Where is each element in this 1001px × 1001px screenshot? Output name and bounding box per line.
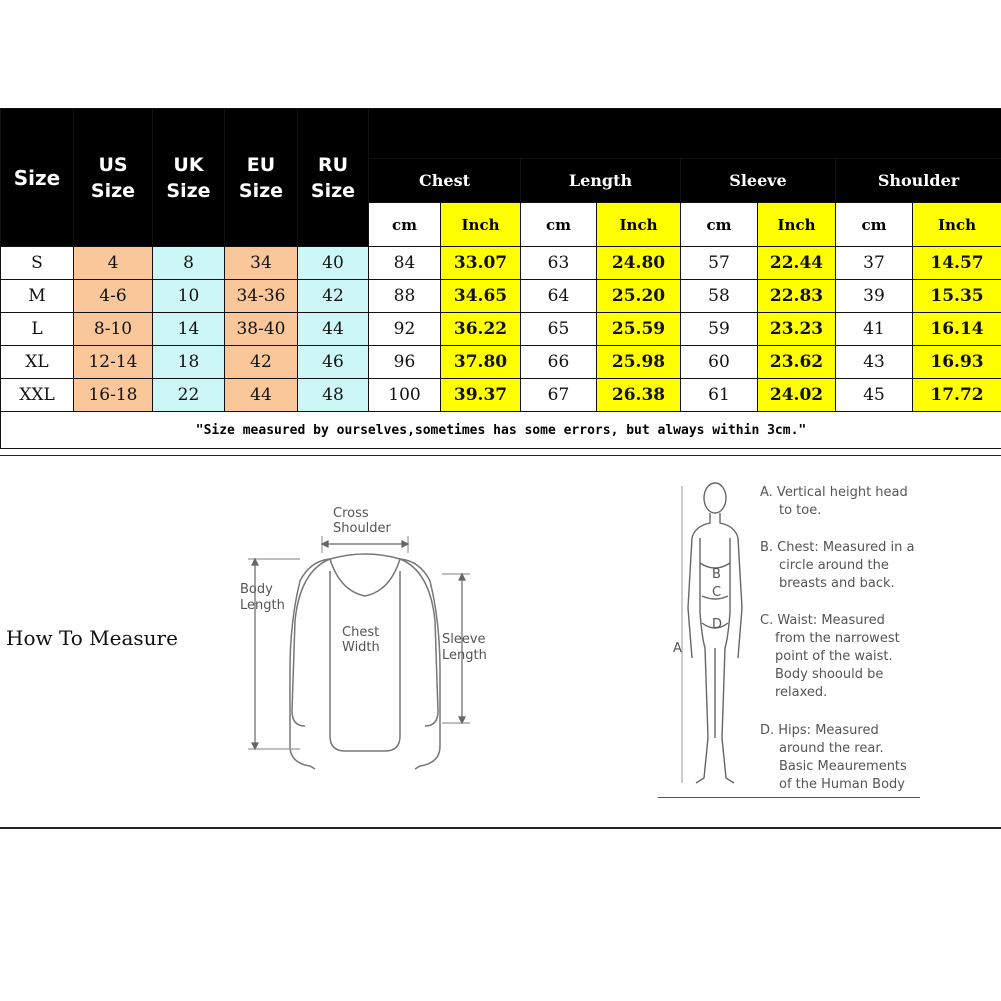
unit-cm: cm (521, 203, 597, 247)
cell-length-cm: 65 (521, 313, 597, 346)
cell-ru: 46 (298, 346, 369, 379)
cell-chest-cm: 92 (369, 313, 441, 346)
cell-shoulder-cm: 43 (836, 346, 913, 379)
label-width: Width (342, 640, 380, 655)
figure-baseline (658, 797, 920, 798)
cell-eu: 34-36 (225, 280, 298, 313)
note-d: D. Hips: Measured around the rear. Basic Meaurements of the Human Body (760, 723, 907, 792)
cell-ru: 48 (298, 379, 369, 412)
cell-sleeve-cm: 58 (681, 280, 758, 313)
header-chest: Chest (369, 159, 521, 203)
label-shoulder: Shoulder (333, 521, 391, 536)
unit-cm: cm (681, 203, 758, 247)
cell-us: 16-18 (74, 379, 153, 412)
cell-ru: 44 (298, 313, 369, 346)
label-sleeve-length: Length (442, 648, 487, 663)
size-chart-table (0, 108, 1001, 449)
header-length: Length (521, 159, 681, 203)
cell-chest-inch: 37.80 (441, 346, 521, 379)
torso (688, 513, 742, 783)
label-chest: Chest (342, 625, 380, 640)
cell-shoulder-cm: 39 (836, 280, 913, 313)
cell-sleeve-inch: 23.23 (758, 313, 836, 346)
cell-chest-inch: 39.37 (441, 379, 521, 412)
cell-length-inch: 24.80 (597, 247, 681, 280)
cell-length-inch: 26.38 (597, 379, 681, 412)
header-sleeve: Sleeve (681, 159, 836, 203)
note-a: A. Vertical height head to toe. (760, 485, 908, 518)
cell-sleeve-cm: 57 (681, 247, 758, 280)
cell-us: 4 (74, 247, 153, 280)
cell-uk: 10 (153, 280, 225, 313)
unit-inch: Inch (441, 203, 521, 247)
header-us-size: US Size (74, 109, 153, 247)
label-cross: Cross (333, 506, 369, 521)
cell-uk: 22 (153, 379, 225, 412)
table-row (1, 247, 1001, 280)
cell-sleeve-inch: 23.62 (758, 346, 836, 379)
cell-chest-inch: 34.65 (441, 280, 521, 313)
cell-shoulder-inch: 16.93 (913, 346, 1001, 379)
unit-inch: Inch (758, 203, 836, 247)
label-body-length: Length (240, 598, 285, 613)
cell-sleeve-inch: 24.02 (758, 379, 836, 412)
cell-size: S (1, 247, 74, 280)
cell-ru: 40 (298, 247, 369, 280)
unit-inch: Inch (597, 203, 681, 247)
cell-length-cm: 63 (521, 247, 597, 280)
table-row (1, 346, 1001, 379)
cell-length-cm: 66 (521, 346, 597, 379)
letter-b: B (712, 567, 721, 582)
cell-sleeve-cm: 59 (681, 313, 758, 346)
cell-sleeve-cm: 60 (681, 346, 758, 379)
cell-shoulder-cm: 45 (836, 379, 913, 412)
label-body: Body (240, 582, 273, 597)
cell-us: 8-10 (74, 313, 153, 346)
cell-length-inch: 25.98 (597, 346, 681, 379)
cell-uk: 18 (153, 346, 225, 379)
unit-inch: Inch (913, 203, 1001, 247)
sweater-outline (290, 559, 440, 769)
label-sleeve: Sleeve (442, 632, 486, 647)
cell-size: XL (1, 346, 74, 379)
measurement-note: "Size measured by ourselves,sometimes has some errors, but always within 3cm." (1, 412, 1001, 449)
cell-length-cm: 64 (521, 280, 597, 313)
sweater-sketch (230, 501, 500, 786)
letter-a: A (673, 641, 682, 656)
header-banner (369, 109, 1001, 159)
cell-sleeve-cm: 61 (681, 379, 758, 412)
note-b: B. Chest: Measured in a circle around the breasts and back. (760, 540, 915, 591)
cell-size: L (1, 313, 74, 346)
cell-length-inch: 25.20 (597, 280, 681, 313)
cell-length-inch: 25.59 (597, 313, 681, 346)
cell-chest-inch: 36.22 (441, 313, 521, 346)
letter-d: D (712, 617, 723, 632)
letter-c: C (712, 585, 722, 600)
note-c: C. Waist: Measured from the narrowest point of the waist. Body shoould be relaxed. (760, 613, 900, 700)
header-ru-size: RU Size (298, 109, 369, 247)
cell-size: XXL (1, 379, 74, 412)
cell-uk: 14 (153, 313, 225, 346)
cell-shoulder-inch: 17.72 (913, 379, 1001, 412)
table-row (1, 379, 1001, 412)
cell-ru: 42 (298, 280, 369, 313)
cell-eu: 44 (225, 379, 298, 412)
cell-shoulder-inch: 15.35 (913, 280, 1001, 313)
cell-chest-cm: 84 (369, 247, 441, 280)
how-to-measure-title: How To Measure (6, 626, 178, 650)
cell-chest-cm: 96 (369, 346, 441, 379)
cell-eu: 38-40 (225, 313, 298, 346)
cell-size: M (1, 280, 74, 313)
cell-length-cm: 67 (521, 379, 597, 412)
how-to-measure-section (0, 455, 1001, 829)
unit-cm: cm (836, 203, 913, 247)
header-shoulder: Shoulder (836, 159, 1001, 203)
cell-eu: 34 (225, 247, 298, 280)
cell-shoulder-inch: 16.14 (913, 313, 1001, 346)
cell-shoulder-cm: 37 (836, 247, 913, 280)
cell-chest-inch: 33.07 (441, 247, 521, 280)
cell-shoulder-cm: 41 (836, 313, 913, 346)
header-eu-size: EU Size (225, 109, 298, 247)
cell-chest-cm: 88 (369, 280, 441, 313)
cell-sleeve-inch: 22.83 (758, 280, 836, 313)
header-size: Size (1, 109, 74, 247)
unit-cm: cm (369, 203, 441, 247)
cell-us: 4-6 (74, 280, 153, 313)
table-row (1, 313, 1001, 346)
table-row (1, 280, 1001, 313)
cell-uk: 8 (153, 247, 225, 280)
human-body-figure (660, 478, 760, 803)
header-uk-size: UK Size (153, 109, 225, 247)
cell-eu: 42 (225, 346, 298, 379)
cell-shoulder-inch: 14.57 (913, 247, 1001, 280)
head (704, 483, 726, 513)
cell-us: 12-14 (74, 346, 153, 379)
cell-sleeve-inch: 22.44 (758, 247, 836, 280)
cell-chest-cm: 100 (369, 379, 441, 412)
